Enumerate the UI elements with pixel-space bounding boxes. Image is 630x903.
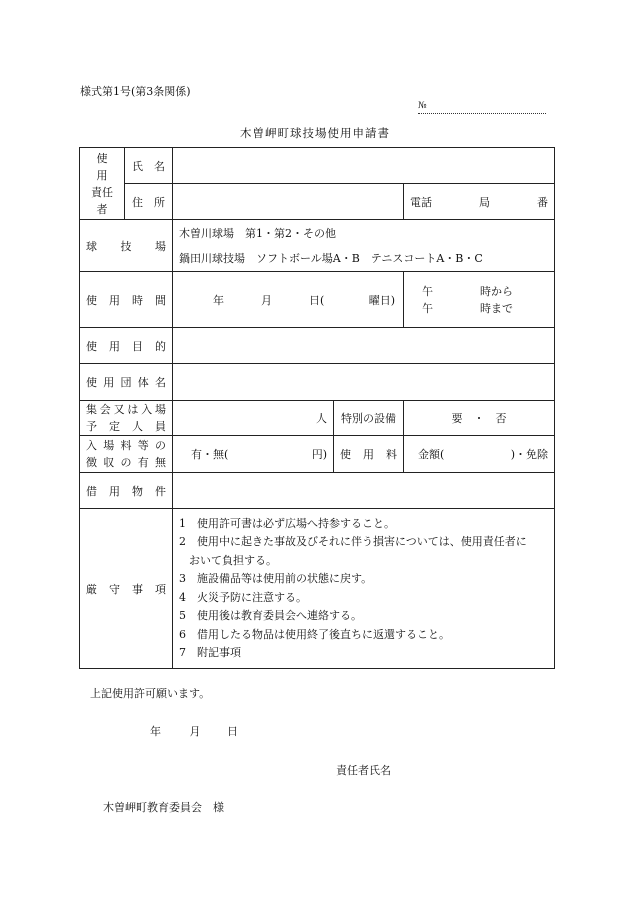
application-date[interactable] (150, 723, 238, 739)
date-month-label: 月 (189, 725, 201, 738)
signature-label: 責任者氏名 (336, 764, 391, 777)
row-responsible-address (80, 184, 555, 220)
field-option-nabetagawa[interactable]: 鍋田川球技場 ソフトボール場A・B テニスコートA・B・C (179, 251, 483, 265)
time-day-label: 日( (309, 293, 325, 307)
row-time (80, 272, 555, 328)
date-year-label: 年 (150, 725, 161, 738)
purpose-label: 使用目的 (80, 328, 173, 364)
field-options[interactable] (173, 220, 555, 272)
phone-kyoku-label: 局 (479, 195, 490, 209)
application-form-table (79, 147, 555, 669)
attendance-unit: 人 (316, 412, 327, 425)
addressee: 木曽岬町教育委員会 様 (103, 801, 224, 814)
fee-value: 有・無( (191, 448, 229, 461)
rules-list (173, 509, 555, 669)
rule-item: 4 火災予防に注意する。 (179, 590, 307, 604)
document-number-field[interactable] (418, 101, 546, 114)
group-field[interactable] (173, 364, 555, 401)
rule-item[interactable]: 7 附記事項 (179, 646, 241, 659)
responsible-label: 使 用 責任者 (80, 148, 125, 220)
usage-fee-exempt: )・免除 (510, 448, 548, 461)
row-group (80, 364, 555, 401)
row-purpose (80, 328, 555, 364)
fee-field[interactable] (173, 436, 334, 473)
fee-label: 入場料等の 徴収の有無 (80, 436, 173, 473)
time-to-label: 時まで (480, 301, 513, 315)
special-equipment-label: 特別の設備 (334, 401, 404, 436)
time-from-ampm: 午 (422, 284, 433, 298)
rule-item: 3 施設備品等は使用前の状態に戻す。 (179, 572, 373, 585)
row-rules (80, 509, 555, 669)
address-field[interactable] (173, 184, 404, 220)
document-number-label: № (418, 101, 427, 111)
attendance-field[interactable] (173, 401, 334, 436)
address-label: 住 所 (125, 184, 173, 220)
purpose-field[interactable] (173, 328, 555, 364)
name-field[interactable] (173, 148, 555, 184)
date-day-label: 日 (227, 725, 238, 738)
field-option-kisogawa[interactable]: 木曽川球場 第1・第2・その他 (179, 226, 336, 240)
phone-ban-label: 番 (537, 195, 548, 209)
rule-item: 6 借用したる物品は使用終了後直ちに返還すること。 (179, 627, 450, 641)
rule-item: おいて負担する。 (189, 553, 277, 567)
time-date-field[interactable] (173, 272, 404, 328)
time-to-ampm: 午 (422, 301, 433, 315)
phone-field[interactable] (404, 184, 555, 220)
time-weekday-label: 曜日) (368, 293, 395, 307)
rental-label: 借用物件 (80, 473, 173, 509)
row-attendance (80, 401, 555, 436)
row-rental (80, 473, 555, 509)
special-equipment-value[interactable]: 要 ・ 否 (404, 401, 555, 436)
rental-field[interactable] (173, 473, 555, 509)
rules-label: 厳守事項 (80, 509, 173, 669)
time-year-label: 年 (213, 293, 224, 307)
row-responsible-name (80, 148, 555, 184)
row-field (80, 220, 555, 272)
time-month-label: 月 (261, 293, 272, 307)
usage-fee-value: 金額( (418, 448, 445, 461)
rule-item: 2 使用中に起きた事故及びそれに伴う損害については、使用責任者に (179, 535, 527, 548)
form-number: 様式第1号(第3条関係) (80, 85, 191, 98)
name-label: 氏 名 (125, 148, 173, 184)
time-label: 使用時間 (80, 272, 173, 328)
usage-fee-field[interactable] (404, 436, 555, 473)
usage-fee-label: 使用料 (334, 436, 404, 473)
phone-label: 電話 (410, 195, 432, 209)
attendance-label: 集会又は入場 予定人員 (80, 401, 173, 436)
rule-item: 1 使用許可書は必ず広場へ持参すること。 (179, 516, 395, 530)
rule-item: 5 使用後は教育委員会へ連絡する。 (179, 609, 362, 622)
row-fee (80, 436, 555, 473)
fee-yen-label: 円) (311, 448, 327, 461)
time-from-label: 時から (480, 284, 513, 298)
document-title: 木曽岬町球技場使用申請書 (240, 126, 390, 140)
closing-statement: 上記使用許可願います。 (90, 687, 211, 700)
time-hours-field[interactable] (404, 272, 555, 328)
group-label: 使用団体名 (80, 364, 173, 401)
field-label: 球技場 (80, 220, 173, 272)
